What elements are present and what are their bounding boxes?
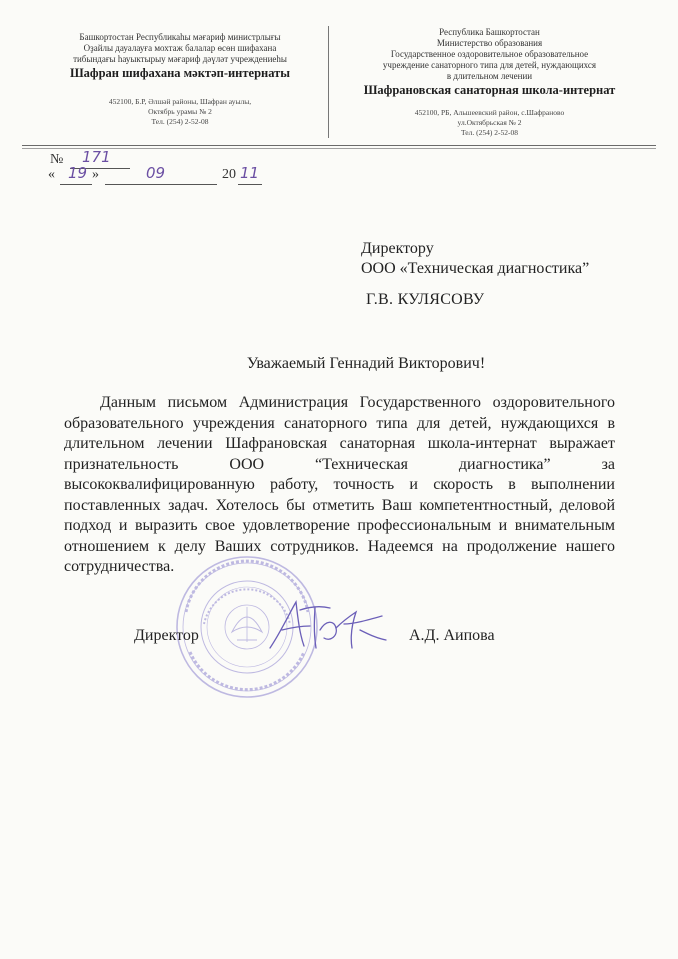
date-day: 19 — [68, 164, 88, 182]
date-day-underline — [60, 184, 92, 185]
letterhead-left-addr3: Тел. (254) 2-52-08 — [151, 117, 209, 126]
letterhead-divider — [328, 26, 329, 138]
signature-role: Директор — [134, 627, 199, 644]
letterhead-right — [332, 27, 647, 138]
addressee-title: Директору — [361, 240, 434, 257]
date-year-suffix: 11 — [240, 164, 260, 182]
letter-body — [64, 393, 615, 578]
signature-name: А.Д. Аипова — [409, 627, 495, 644]
letterhead-right-line2: Министерство образования — [436, 38, 543, 48]
letterhead-right-line4: учреждение санаторного типа для детей, нуждающихся — [382, 60, 597, 70]
date-open-quote: « — [48, 167, 55, 182]
date-month-underline — [105, 184, 217, 185]
letterhead-right-line5: в длительном лечении — [446, 71, 533, 81]
letterhead-right-addr3: Тел. (254) 2-52-08 — [461, 128, 518, 137]
letterhead-right-addr1: 452100, РБ, Альшеевский район, с.Шафраново — [414, 108, 565, 117]
letterhead-right-line1: Республика Башкортостан — [439, 27, 540, 37]
letterhead-left-address — [40, 97, 320, 127]
letterhead-right-org-name: Шафрановская санаторная школа-интернат — [363, 83, 616, 97]
letterhead-right-address — [332, 108, 647, 138]
handwritten-signature-icon — [260, 590, 390, 660]
letterhead-right-line3: Государственное оздоровительное образовательное — [390, 49, 589, 59]
letterhead-left — [40, 32, 320, 127]
letterhead-left-addr2: Октябрь урамы № 2 — [148, 107, 212, 116]
letterhead-rule — [22, 145, 656, 146]
number-label: № — [50, 152, 64, 167]
date-close-quote: » — [92, 167, 99, 182]
letterhead-left-line3: тибындағы һауыктырыу мәғариф дәүләт учреждениеһы — [73, 54, 287, 64]
date-month: 09 — [146, 164, 166, 182]
letterhead-left-org-name: Шафран шифахана мәктәп-интернаты — [69, 66, 291, 80]
addressee-name: Г.В. КУЛЯСОВУ — [366, 291, 485, 308]
letterhead-left-addr1: 452100, Б.Р, Әлшәй районы, Шафран ауылы, — [108, 97, 252, 106]
letterhead-left-line1: Башкортостан Республикаһы мәғариф министрлығы — [79, 32, 281, 42]
letterhead-left-line2: Оҙайлы дауалауға мохтаж балалар өсөн шифахана — [83, 43, 277, 53]
salutation — [0, 355, 678, 373]
date-year-prefix: 20 — [222, 167, 236, 182]
salutation-text: Уважаемый Геннадий Викторович! — [246, 355, 486, 372]
addressee-company: ООО «Техническая диагностика” — [361, 260, 590, 277]
letterhead-right-addr2: ул.Октябрьская № 2 — [457, 118, 522, 127]
letterhead-rule-secondary — [22, 148, 656, 149]
date-year-underline — [238, 184, 262, 185]
letter-body-text: Данным письмом Администрация Государственного оздоровительного образовательного учреждения санаторного типа для детей, нуждающихся в длительном лечении Шафрановская санаторная школа-интернат выражает признательность ООО “Техническая диагностика” за высококвалифицированную работу, точность и скорость в выполнении поставленных задач. Хотелось бы отметить Ваш компетентностный, деловой подход и выразить свое удовлетворение профессиональным и внимательным отношением к делу Ваших сотрудников. Надеемся на продолжение нашего сотрудничества. — [64, 394, 615, 575]
number-value: 171 — [82, 148, 111, 166]
